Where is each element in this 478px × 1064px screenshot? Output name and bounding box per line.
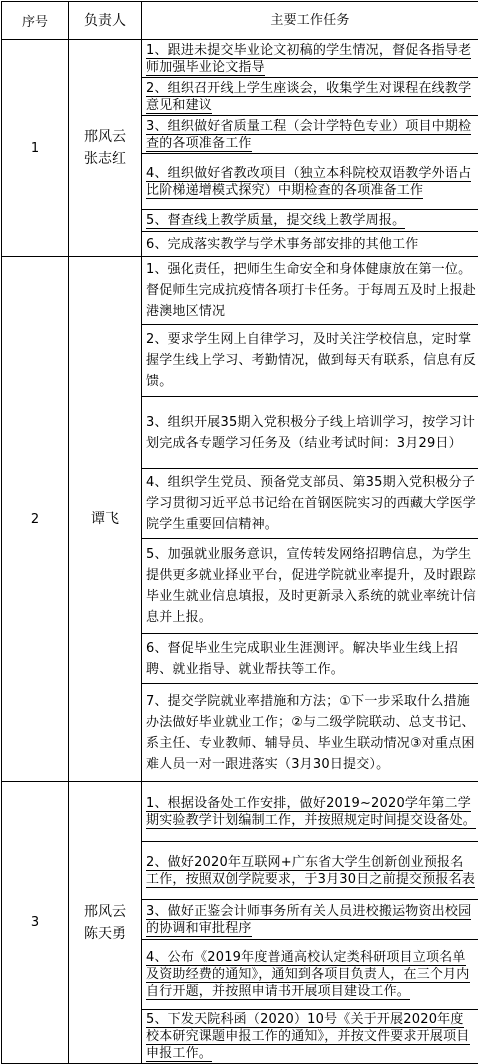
task-cell — [142, 782, 478, 842]
task-cell — [142, 940, 478, 1010]
task-text: 2、要求学生网上自律学习，及时关注学校信息，定时掌握学生线上学习、考勤情况，做到每天有联系，信息有反馈。 — [146, 332, 476, 389]
header-row — [2, 2, 478, 40]
task-text: 3、组织开展35期入党积极分子线上培训学习，按学习计划完成各专题学习任务及（结业考试时间：3月29日） — [146, 415, 475, 451]
task-text: 5、加强就业服务意识，宣传转发网络招聘信息，为学生提供更多就业择业平台，促进学院就业率提升，及时跟踪毕业生就业信息填报，及时更新录入系统的就业率统计信息并上报。 — [146, 547, 476, 625]
table-row — [2, 257, 478, 325]
task-cell — [142, 325, 478, 397]
table-row — [2, 782, 478, 842]
resp-name: 张志红 — [69, 148, 141, 170]
task-text: 3、组织做好省质量工程（会计学特色专业）项目中期检查的各项准备工作 — [146, 119, 471, 152]
task-text: 1、强化责任，把师生生命安全和身体健康放在第一位。督促师生完成抗疫情各项打卡任务。于每周五及时上报赴港澳地区情况 — [146, 262, 476, 319]
group-1-num: 1 — [2, 40, 69, 257]
task-text: 5、督查线上教学质量，提交线上教学周报。 — [146, 213, 405, 229]
resp-name: 谭飞 — [69, 508, 141, 530]
task-text: 4、组织做好省教改项目（独立本科院校双语教学外语占比阶梯递增模式探究）中期检查的各项准备工作 — [146, 166, 471, 199]
header-task: 主要工作任务 — [142, 2, 478, 40]
header-resp: 负责人 — [69, 2, 142, 40]
resp-name: 陈天勇 — [69, 923, 141, 945]
task-cell — [142, 116, 478, 154]
task-cell — [142, 40, 478, 78]
task-text: 7、提交学院就业率措施和方法；①下一步采取什么措施办法做好毕业就业工作；②与二级学院联动、总支书记、系主任、专业教师、辅导员、毕业生联动情况③对重点困难人员一对一跟进落实（3月30日提交）。 — [146, 694, 475, 772]
task-text: 1、根据设备处工作安排，做好2019~2020学年第二学期实验教学计划编制工作，并按照规定时间提交设备处。 — [146, 796, 476, 829]
task-text: 4、组织学生党员、预备党支部员、第35期入党积极分子学习贯彻习近平总书记给在首钢医院实习的西藏大学医学院学生重要回信精神。 — [146, 475, 476, 532]
task-cell — [142, 634, 478, 684]
task-cell — [142, 210, 478, 232]
task-cell — [142, 469, 478, 539]
resp-name: 邢风云 — [69, 901, 141, 923]
task-cell — [142, 900, 478, 940]
group-1-resp — [69, 40, 142, 257]
task-cell — [142, 257, 478, 325]
task-text: 1、跟进未提交毕业论文初稿的学生情况，督促各指导老师加强毕业论文指导 — [146, 43, 471, 76]
group-3-resp — [69, 782, 142, 1064]
task-cell — [142, 1010, 478, 1064]
group-2-resp — [69, 257, 142, 782]
task-cell — [142, 842, 478, 900]
task-cell — [142, 684, 478, 782]
group-2-num: 2 — [2, 257, 69, 782]
task-cell — [142, 78, 478, 116]
task-text: 2、组织召开线上学生座谈会，收集学生对课程在线教学意见和建议 — [146, 81, 471, 114]
task-text: 5、下发天院科函（2020）10号《关于开展2020年度校本研究课题申报工作的通知》，并按文件要求开展项目申报工作。 — [146, 1012, 470, 1062]
task-cell — [142, 539, 478, 634]
task-cell — [142, 397, 478, 469]
task-cell — [142, 232, 478, 257]
table-row — [2, 40, 478, 78]
task-text: 4、公布《2019年度普通高校认定类科研项目立项名单及资助经费的通知》，通知到各项目负责人，在三个月内自行开题，并按照申请书开展项目建设工作。 — [146, 950, 470, 1000]
resp-name: 邢风云 — [69, 126, 141, 148]
task-table-container — [1, 1, 478, 1064]
task-text: 3、做好正鉴会计师事务所有关人员进校搬运物资出校园的协调和审批程序 — [146, 904, 471, 937]
header-num: 序号 — [2, 2, 69, 40]
task-table — [1, 1, 478, 1064]
task-text: 6、督促毕业生完成职业生涯测评。解决毕业生线上招聘、就业指导、就业帮扶等工作。 — [146, 641, 458, 677]
task-text: 6、完成落实教学与学术事务部安排的其他工作 — [146, 237, 418, 252]
group-3-num: 3 — [2, 782, 69, 1064]
task-cell — [142, 154, 478, 210]
task-text: 2、做好2020年互联网+广东省大学生创新创业预报名工作，按照双创学院要求，于3月30日之前提交预报名表 — [146, 855, 475, 888]
